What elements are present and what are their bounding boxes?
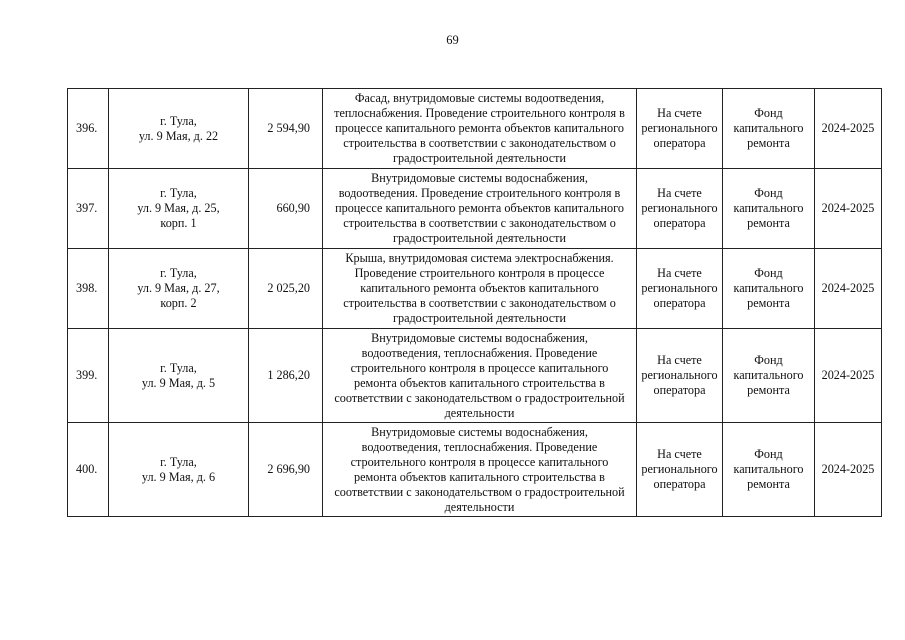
works-description-cell-line: Внутридомовые системы водоснабжения,	[371, 171, 588, 185]
address-cell	[109, 89, 249, 169]
funding-source-cell	[723, 423, 815, 517]
row-number-cell: 397.	[68, 169, 109, 249]
works-description-cell-line: водоотведения. Проведение строительного контроля в	[338, 186, 621, 200]
works-description-cell-line: Фасад, внутридомовые системы водоотведения,	[354, 91, 605, 105]
address-cell	[109, 329, 249, 423]
works-description-cell-line: градостроительной деятельности	[392, 231, 567, 245]
address-cell	[109, 249, 249, 329]
address-cell	[109, 423, 249, 517]
address-cell-line: г. Тула,	[160, 360, 197, 375]
address-cell-line: ул. 9 Мая, д. 5	[141, 375, 216, 390]
works-description-cell	[323, 249, 637, 329]
works-description-cell-line: строительства в соответствии с законодательством о	[343, 136, 616, 150]
address-cell	[109, 169, 249, 249]
funding-source-cell-line: капитального	[733, 368, 804, 382]
account-cell-line: регионального	[641, 121, 718, 135]
works-description-cell-line: водоотведения, теплоснабжения. Проведение	[361, 439, 598, 454]
funding-source-cell-line: ремонта	[747, 383, 790, 397]
cost-cell: 2 594,90	[249, 89, 323, 169]
works-description-cell-line: градостроительной деятельности	[392, 311, 567, 325]
address-cell-line: ул. 9 Мая, д. 6	[141, 469, 216, 484]
account-cell	[637, 169, 723, 249]
account-cell-line: На счете	[657, 106, 702, 120]
account-cell-line: На счете	[657, 266, 702, 280]
works-description-cell-line: Проведение строительного контроля в процессе	[354, 266, 605, 280]
works-description-cell-line: строительного контроля в процессе капитального	[350, 454, 609, 469]
address-cell-line: г. Тула,	[160, 454, 197, 469]
funding-source-cell-line: капитального	[733, 462, 804, 476]
works-description-cell-line: градостроительной деятельности	[392, 151, 567, 165]
account-cell-line: оператора	[653, 477, 706, 491]
account-cell-line: оператора	[653, 136, 706, 150]
works-description-cell-line: строительства в соответствии с законодательством о	[343, 296, 616, 310]
row-number-cell: 399.	[68, 329, 109, 423]
funding-source-cell-line: капитального	[733, 201, 804, 215]
works-description-cell-line: ремонта объектов капитального строительства в	[354, 469, 605, 484]
account-cell-line: регионального	[641, 201, 718, 215]
funding-source-cell	[723, 89, 815, 169]
works-description-cell	[323, 169, 637, 249]
account-cell-line: регионального	[641, 368, 718, 382]
cost-cell: 660,90	[249, 169, 323, 249]
funding-source-cell	[723, 249, 815, 329]
page-number: 69	[446, 33, 459, 47]
row-number-cell: 400.	[68, 423, 109, 517]
works-description-cell-line: теплоснабжения. Проведение строительного контроля в	[334, 106, 625, 120]
funding-source-cell-line: капитального	[733, 121, 804, 135]
account-cell	[637, 329, 723, 423]
works-description-cell-line: водоотведения, теплоснабжения. Проведение	[361, 345, 598, 360]
address-cell-line: г. Тула,	[160, 113, 197, 128]
funding-source-cell-line: ремонта	[747, 216, 790, 230]
cost-cell: 2 025,20	[249, 249, 323, 329]
account-cell-line: На счете	[657, 186, 702, 200]
works-description-cell-line: процессе капитального ремонта объектов капитального	[335, 121, 624, 135]
table-row	[68, 249, 882, 329]
works-description-cell-line: строительного контроля в процессе капитального	[350, 360, 609, 375]
account-cell-line: На счете	[657, 353, 702, 367]
row-number-cell: 398.	[68, 249, 109, 329]
funding-source-cell	[723, 329, 815, 423]
works-description-cell	[323, 89, 637, 169]
table-row	[68, 169, 882, 249]
works-description-cell-line: процессе капитального ремонта объектов капитального	[335, 201, 624, 215]
works-description-cell-line: ремонта объектов капитального строительства в	[354, 375, 605, 390]
works-description-cell	[323, 329, 637, 423]
funding-source-cell-line: Фонд	[754, 353, 783, 367]
period-cell: 2024-2025	[815, 249, 882, 329]
period-cell: 2024-2025	[815, 423, 882, 517]
works-description-cell-line: капитального ремонта объектов капитального	[360, 281, 599, 295]
works-description-cell	[323, 423, 637, 517]
table-row	[68, 89, 882, 169]
account-cell-line: На счете	[657, 447, 702, 461]
works-description-cell-line: соответствии с законодательством о градостроительной	[334, 390, 625, 405]
address-cell-line: г. Тула,	[160, 266, 197, 280]
address-cell-line: ул. 9 Мая, д. 27,	[137, 281, 220, 295]
cost-cell: 1 286,20	[249, 329, 323, 423]
period-cell: 2024-2025	[815, 329, 882, 423]
account-cell-line: оператора	[653, 296, 706, 310]
address-cell-line: г. Тула,	[160, 186, 197, 200]
account-cell	[637, 89, 723, 169]
works-description-cell-line: строительства в соответствии с законодательством о	[343, 216, 616, 230]
account-cell-line: оператора	[653, 216, 706, 230]
funding-source-cell	[723, 169, 815, 249]
account-cell-line: оператора	[653, 383, 706, 397]
funding-source-cell-line: ремонта	[747, 477, 790, 491]
account-cell-line: регионального	[641, 462, 718, 476]
address-cell-line: ул. 9 Мая, д. 25,	[137, 201, 220, 215]
funding-source-cell-line: Фонд	[754, 266, 783, 280]
works-description-cell-line: деятельности	[444, 405, 515, 420]
account-cell	[637, 249, 723, 329]
repair-works-table	[67, 88, 882, 517]
works-description-cell-line: Внутридомовые системы водоснабжения,	[371, 424, 588, 439]
works-description-cell-line: соответствии с законодательством о градостроительной	[334, 484, 625, 499]
address-cell-line: корп. 2	[160, 296, 197, 310]
table-row	[68, 423, 882, 517]
table-body	[68, 89, 882, 517]
works-description-cell-line: деятельности	[444, 499, 515, 514]
address-cell-line: ул. 9 Мая, д. 22	[138, 128, 219, 143]
period-cell: 2024-2025	[815, 169, 882, 249]
funding-source-cell-line: Фонд	[754, 447, 783, 461]
funding-source-cell-line: ремонта	[747, 296, 790, 310]
works-description-cell-line: Крыша, внутридомовая система электроснабжения.	[345, 251, 614, 265]
table-row	[68, 329, 882, 423]
works-description-cell-line: Внутридомовые системы водоснабжения,	[371, 330, 588, 345]
row-number-cell: 396.	[68, 89, 109, 169]
cost-cell: 2 696,90	[249, 423, 323, 517]
period-cell: 2024-2025	[815, 89, 882, 169]
funding-source-cell-line: капитального	[733, 281, 804, 295]
account-cell	[637, 423, 723, 517]
account-cell-line: регионального	[641, 281, 718, 295]
funding-source-cell-line: ремонта	[747, 136, 790, 150]
funding-source-cell-line: Фонд	[754, 186, 783, 200]
address-cell-line: корп. 1	[160, 216, 197, 230]
funding-source-cell-line: Фонд	[754, 106, 783, 120]
